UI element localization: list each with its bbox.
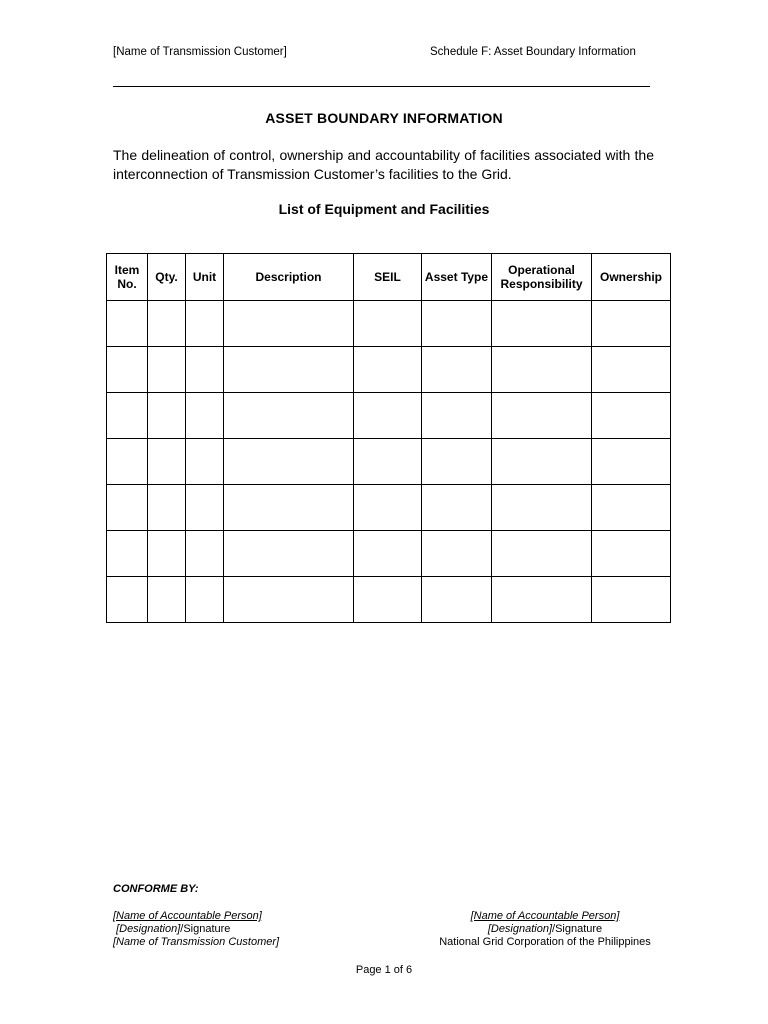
table-cell — [186, 577, 224, 623]
table-cell — [148, 301, 186, 347]
table-cell — [492, 485, 592, 531]
table-cell — [224, 485, 354, 531]
conforme-label: CONFORME BY: — [113, 883, 199, 895]
table-row — [107, 347, 671, 393]
column-header-qty: Qty. — [148, 254, 186, 301]
table-cell — [422, 485, 492, 531]
header-divider — [113, 86, 650, 87]
table-cell — [186, 485, 224, 531]
column-header-asset-type: Asset Type — [422, 254, 492, 301]
table-cell — [107, 577, 148, 623]
table-cell — [186, 531, 224, 577]
table-cell — [422, 301, 492, 347]
table-cell — [224, 301, 354, 347]
column-header-description: Description — [224, 254, 354, 301]
table-cell — [148, 531, 186, 577]
table-cell — [107, 347, 148, 393]
table-cell — [354, 301, 422, 347]
table-cell — [148, 347, 186, 393]
table-cell — [592, 347, 671, 393]
table-cell — [224, 393, 354, 439]
table-cell — [186, 439, 224, 485]
header-customer-name: [Name of Transmission Customer] — [113, 46, 287, 58]
table-cell — [422, 531, 492, 577]
table-cell — [492, 301, 592, 347]
table-cell — [148, 393, 186, 439]
table-cell — [354, 393, 422, 439]
column-header-ownership: Ownership — [592, 254, 671, 301]
table-cell — [186, 301, 224, 347]
table-row — [107, 393, 671, 439]
signatory-signature: /Signature — [552, 923, 603, 935]
table-cell — [492, 393, 592, 439]
column-header-unit: Unit — [186, 254, 224, 301]
table-cell — [354, 577, 422, 623]
equipment-table — [106, 253, 671, 623]
table-cell — [592, 393, 671, 439]
table-cell — [592, 531, 671, 577]
table-cell — [148, 439, 186, 485]
intro-paragraph: The delineation of control, ownership and accountability of facilities associated with the interconnection of Transmission Customer’s facilities to the Grid. — [113, 147, 654, 182]
table-cell — [107, 485, 148, 531]
table-cell — [492, 347, 592, 393]
table-row — [107, 531, 671, 577]
table-cell — [422, 577, 492, 623]
signatory-designation: [Designation] — [116, 923, 181, 935]
table-cell — [492, 439, 592, 485]
table-cell — [354, 485, 422, 531]
table-title: List of Equipment and Facilities — [278, 201, 490, 217]
table-row — [107, 577, 671, 623]
table-cell — [354, 439, 422, 485]
signatory-signature: /Signature — [180, 923, 231, 935]
table-row — [107, 485, 671, 531]
document-title: ASSET BOUNDARY INFORMATION — [265, 110, 503, 126]
table-cell — [186, 347, 224, 393]
column-header-item-no: Item No. — [107, 254, 148, 301]
signatory-organization: [Name of Transmission Customer] — [113, 936, 280, 948]
column-header-operational-responsibility: Operational Responsibility — [492, 254, 592, 301]
table-cell — [224, 577, 354, 623]
table-cell — [354, 347, 422, 393]
table-cell — [492, 531, 592, 577]
signatory-name: [Name of Accountable Person] — [113, 910, 262, 922]
table-row — [107, 439, 671, 485]
table-header-row — [107, 254, 671, 301]
table-cell — [422, 439, 492, 485]
table-cell — [148, 485, 186, 531]
column-header-seil: SEIL — [354, 254, 422, 301]
table-cell — [224, 439, 354, 485]
table-cell — [592, 485, 671, 531]
signatory-name: [Name of Accountable Person] — [470, 910, 620, 922]
table-cell — [224, 347, 354, 393]
table-cell — [224, 531, 354, 577]
table-cell — [592, 577, 671, 623]
signatory-designation: [Designation] — [487, 923, 553, 935]
signatory-organization: National Grid Corporation of the Philippines — [439, 936, 651, 948]
table-cell — [107, 393, 148, 439]
table-row — [107, 301, 671, 347]
table-cell — [592, 439, 671, 485]
table-cell — [148, 577, 186, 623]
table-cell — [354, 531, 422, 577]
table-cell — [422, 393, 492, 439]
table-cell — [492, 577, 592, 623]
page-number: Page 1 of 6 — [355, 964, 413, 976]
table-cell — [186, 393, 224, 439]
signature-block-customer — [113, 910, 279, 949]
table-cell — [422, 347, 492, 393]
table-body — [107, 301, 671, 623]
table-cell — [107, 439, 148, 485]
table-cell — [107, 531, 148, 577]
header-schedule-title: Schedule F: Asset Boundary Information — [430, 46, 636, 58]
table-cell — [107, 301, 148, 347]
signature-block-ngcp — [430, 910, 660, 949]
table-cell — [592, 301, 671, 347]
